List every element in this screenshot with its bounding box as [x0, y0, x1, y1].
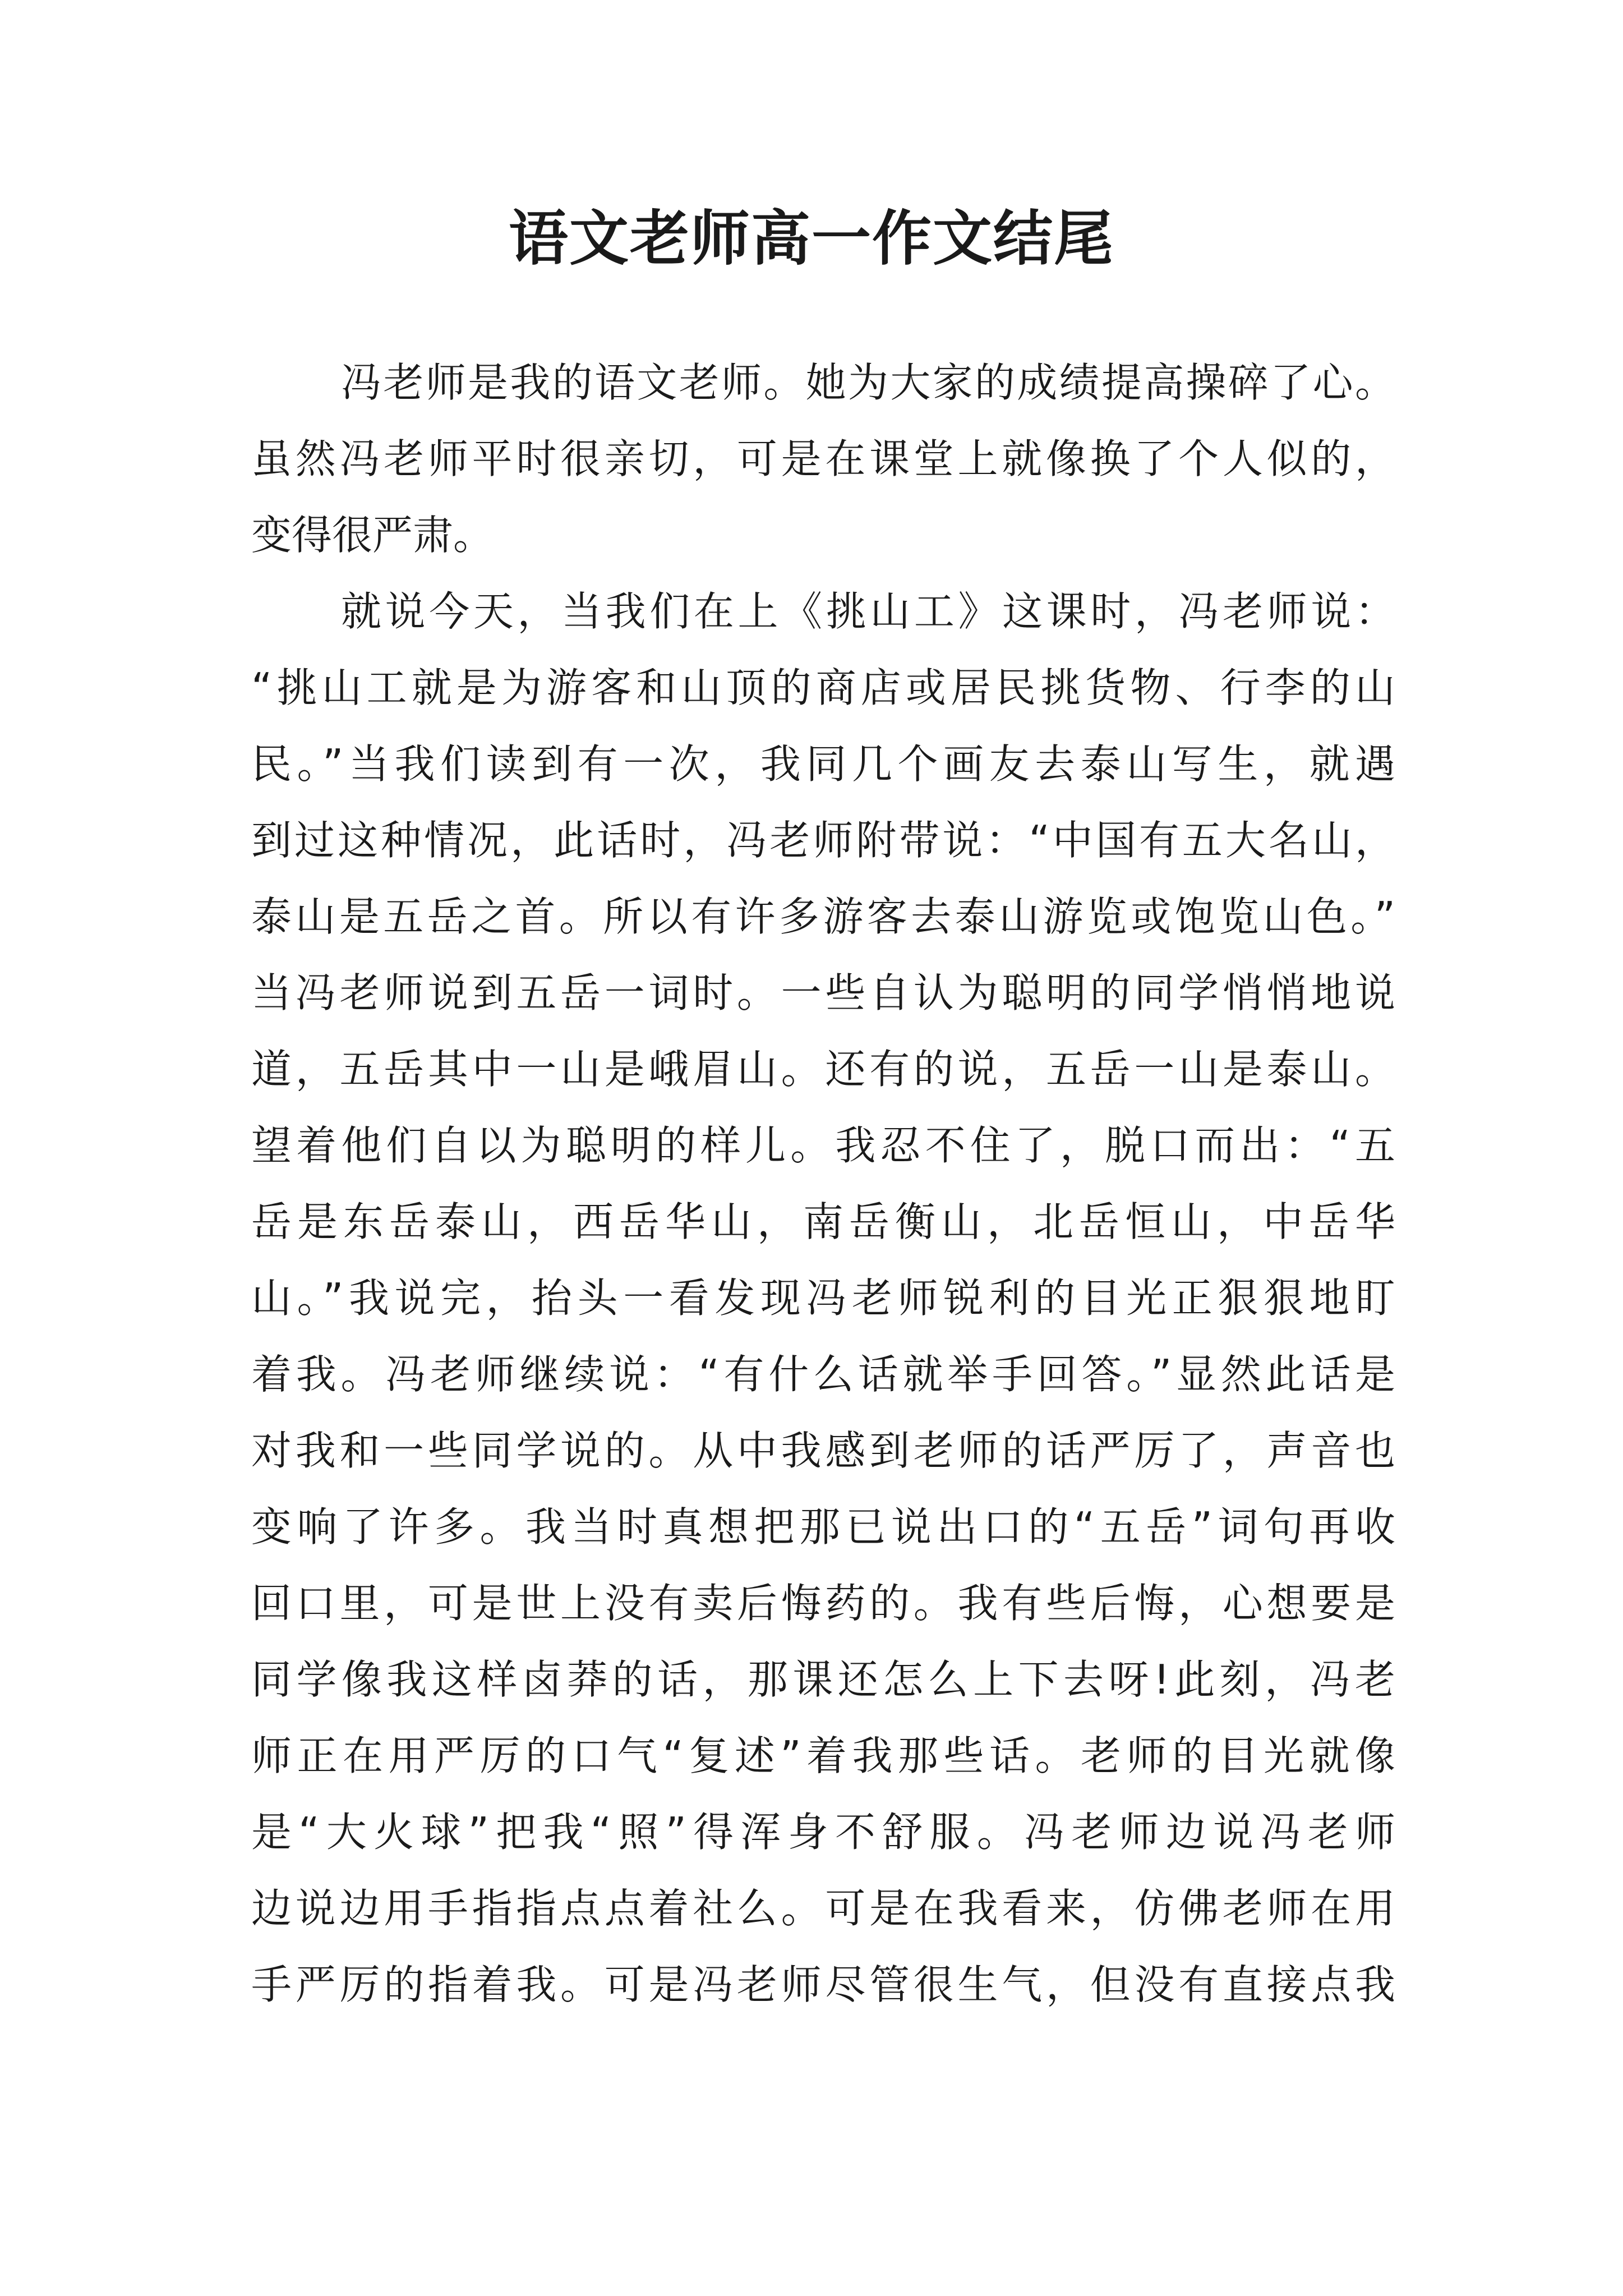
- text-line: 就说今天，当我们在上《挑山工》这课时，冯老师说：: [341, 588, 1395, 635]
- text-line: 对我和一些同学说的。从中我感到老师的话严厉了，声音也: [251, 1427, 1395, 1474]
- text-line: 到过这种情况，此话时，冯老师附带说：“中国有五大名山，: [251, 817, 1395, 864]
- text-line: 同学像我这样卤莽的话，那课还怎么上下去呀!此刻，冯老: [251, 1656, 1395, 1703]
- text-line: 民。”当我们读到有一次，我同几个画友去泰山写生，就遇: [251, 740, 1395, 788]
- text-line: 边说边用手指指点点着社么。可是在我看来，仿佛老师在用: [251, 1885, 1395, 1932]
- text-line: 变得很严肃。: [251, 512, 494, 559]
- text-line: “挑山工就是为游客和山顶的商店或居民挑货物、行李的山: [251, 664, 1395, 711]
- text-line: 虽然冯老师平时很亲切，可是在课堂上就像换了个人似的，: [251, 435, 1395, 482]
- text-line: 冯老师是我的语文老师。她为大家的成绩提高操碎了心。: [341, 359, 1395, 406]
- text-line: 望着他们自以为聪明的样儿。我忍不住了，脱口而出：“五: [251, 1122, 1395, 1169]
- text-line: 变响了许多。我当时真想把那已说出口的“五岳”词句再收: [251, 1503, 1395, 1550]
- text-line: 师正在用严厉的口气“复述”着我那些话。老师的目光就像: [251, 1732, 1395, 1779]
- text-line: 回口里，可是世上没有卖后悔药的。我有些后悔，心想要是: [251, 1580, 1395, 1627]
- paragraph-2: [251, 573, 1395, 2023]
- text-line: 泰山是五岳之首。所以有许多游客去泰山游览或饱览山色。”: [251, 893, 1395, 940]
- text-line: 是“大火球”把我“照”得浑身不舒服。冯老师边说冯老师: [251, 1809, 1395, 1856]
- text-line: 山。”我说完，抬头一看发现冯老师锐利的目光正狠狠地盯: [251, 1274, 1395, 1322]
- document-title: 语文老师高一作文结尾: [509, 203, 1114, 273]
- text-line: 道，五岳其中一山是峨眉山。还有的说，五岳一山是泰山。: [251, 1046, 1395, 1093]
- document-body: [251, 344, 1395, 2023]
- text-line: 岳是东岳泰山，西岳华山，南岳衡山，北岳恒山，中岳华: [251, 1198, 1395, 1245]
- paragraph-1: [251, 344, 1395, 573]
- text-line: 当冯老师说到五岳一词时。一些自认为聪明的同学悄悄地说: [251, 969, 1395, 1016]
- text-line: 着我。冯老师继续说：“有什么话就举手回答。”显然此话是: [251, 1351, 1395, 1398]
- text-line: 手严厉的指着我。可是冯老师尽管很生气，但没有直接点我: [251, 1961, 1395, 2008]
